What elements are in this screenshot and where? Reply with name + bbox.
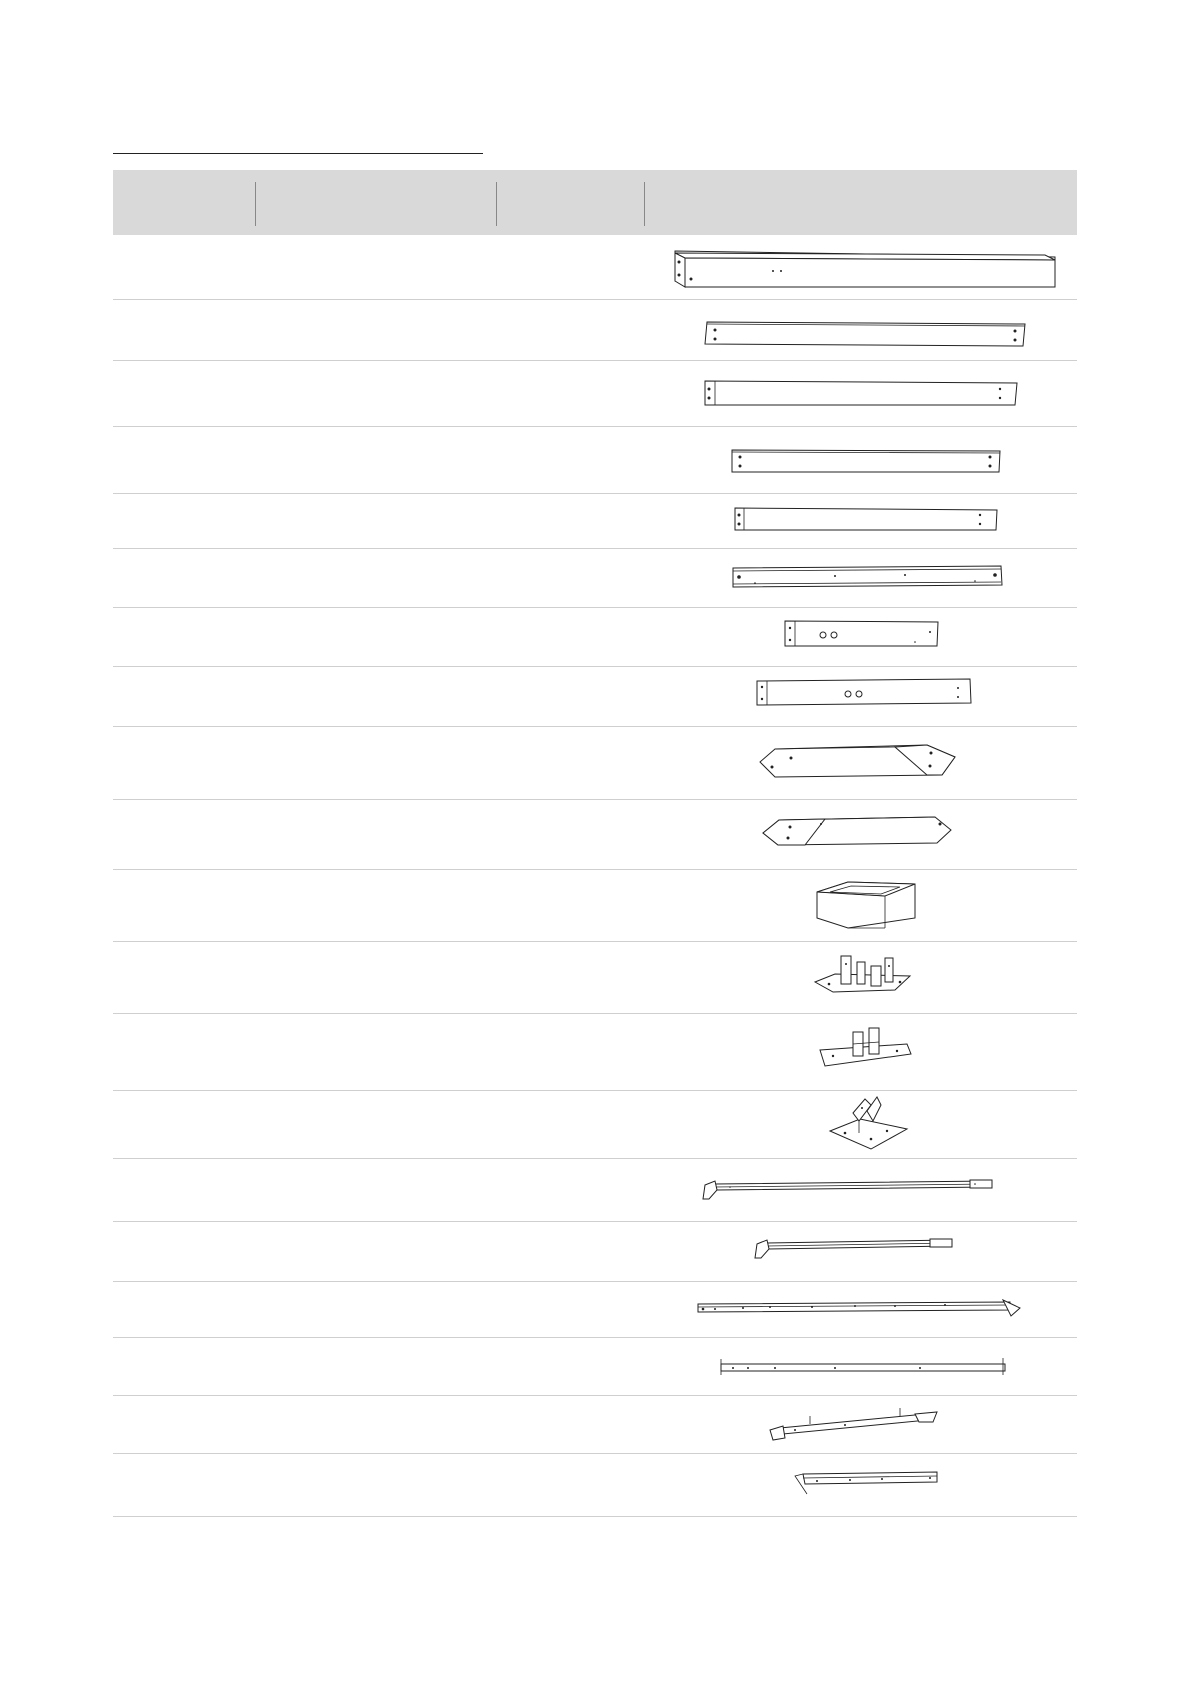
table-row: [113, 1159, 1077, 1222]
part-description-cell: [256, 235, 497, 299]
part-description-cell: [256, 727, 497, 799]
part-number-cell: [113, 549, 256, 607]
end-rail-illustration: [645, 1454, 1077, 1517]
part-quantity-cell: [497, 361, 645, 426]
part-number-cell: [113, 667, 256, 726]
part-quantity-cell: [497, 494, 645, 548]
part-description-cell: [256, 1222, 497, 1281]
part-number-cell: [113, 1338, 256, 1395]
angled-base-bracket-illustration: [645, 1091, 1077, 1159]
part-number-cell: [113, 1454, 256, 1516]
part-quantity-cell: [497, 1091, 645, 1158]
parts-table: [113, 170, 1077, 1517]
part-image-cell: [645, 1222, 1077, 1281]
part-description-cell: [256, 494, 497, 548]
part-image-cell: [645, 870, 1077, 941]
part-image-cell: [645, 549, 1077, 607]
u-bracket-plate-illustration: [645, 1014, 1077, 1091]
part-image-cell: [645, 361, 1077, 426]
part-description-cell: [256, 1282, 497, 1337]
part-number-cell: [113, 494, 256, 548]
part-image-cell: [645, 1282, 1077, 1337]
part-description-cell: [256, 942, 497, 1013]
part-image-cell: [645, 1338, 1077, 1395]
table-header: [113, 170, 1077, 235]
table-row: [113, 1454, 1077, 1517]
part-quantity-cell: [497, 800, 645, 869]
part-number-cell: [113, 608, 256, 666]
table-row: [113, 361, 1077, 427]
louver-rail-illustration: [645, 1282, 1077, 1338]
table-row: [113, 800, 1077, 870]
part-number-cell: [113, 1091, 256, 1158]
part-image-cell: [645, 800, 1077, 869]
medium-beam-end-cap-illustration: [645, 494, 1077, 549]
part-image-cell: [645, 235, 1077, 299]
part-number-cell: [113, 800, 256, 869]
part-image-cell: [645, 1014, 1077, 1090]
part-description-cell: [256, 667, 497, 726]
part-image-cell: [645, 727, 1077, 799]
part-quantity-cell: [497, 870, 645, 941]
part-number-cell: [113, 427, 256, 493]
part-image-cell: [645, 300, 1077, 360]
header-cell-2: [256, 170, 497, 235]
table-row: [113, 549, 1077, 608]
part-quantity-cell: [497, 1338, 645, 1395]
table-row: [113, 727, 1077, 800]
part-description-cell: [256, 1091, 497, 1158]
long-beam-end-cap-illustration: [645, 361, 1077, 427]
part-number-cell: [113, 1014, 256, 1090]
part-quantity-cell: [497, 608, 645, 666]
header-cell-1: [113, 170, 256, 235]
part-description-cell: [256, 1014, 497, 1090]
part-number-cell: [113, 942, 256, 1013]
part-image-cell: [645, 667, 1077, 726]
flat-rail-illustration: [645, 1338, 1077, 1396]
part-quantity-cell: [497, 1282, 645, 1337]
table-row: [113, 494, 1077, 549]
double-bracket-plate-illustration: [645, 942, 1077, 1014]
part-number-cell: [113, 870, 256, 941]
part-quantity-cell: [497, 667, 645, 726]
part-number-cell: [113, 727, 256, 799]
part-quantity-cell: [497, 549, 645, 607]
part-description-cell: [256, 549, 497, 607]
table-row: [113, 300, 1077, 361]
part-description-cell: [256, 1159, 497, 1221]
gutter-rail-long-illustration: [645, 1159, 1077, 1222]
table-row: [113, 608, 1077, 667]
square-post-illustration: [645, 235, 1077, 300]
part-number-cell: [113, 300, 256, 360]
part-quantity-cell: [497, 300, 645, 360]
part-description-cell: [256, 800, 497, 869]
part-quantity-cell: [497, 727, 645, 799]
table-row: [113, 1222, 1077, 1282]
part-image-cell: [645, 1396, 1077, 1453]
table-row: [113, 1338, 1077, 1396]
brace-right-illustration: [645, 727, 1077, 800]
part-number-cell: [113, 361, 256, 426]
part-description-cell: [256, 361, 497, 426]
part-quantity-cell: [497, 1159, 645, 1221]
part-quantity-cell: [497, 1396, 645, 1453]
table-row: [113, 667, 1077, 727]
part-image-cell: [645, 1159, 1077, 1221]
table-row: [113, 1091, 1077, 1159]
part-description-cell: [256, 1454, 497, 1516]
part-quantity-cell: [497, 942, 645, 1013]
short-beam-holes-illustration: [645, 608, 1077, 667]
part-description-cell: [256, 608, 497, 666]
part-image-cell: [645, 942, 1077, 1013]
gutter-rail-short-illustration: [645, 1222, 1077, 1282]
part-description-cell: [256, 427, 497, 493]
part-number-cell: [113, 1159, 256, 1221]
part-quantity-cell: [497, 1222, 645, 1281]
medium-beam-illustration: [645, 427, 1077, 494]
table-row: [113, 942, 1077, 1014]
table-row: [113, 870, 1077, 942]
part-description-cell: [256, 300, 497, 360]
table-row: [113, 427, 1077, 494]
part-description-cell: [256, 1338, 497, 1395]
header-separator: [255, 182, 256, 226]
long-beam-illustration: [645, 300, 1077, 361]
header-separator: [644, 182, 645, 226]
part-number-cell: [113, 235, 256, 299]
part-number-cell: [113, 1282, 256, 1337]
title-underline: [113, 153, 483, 154]
brace-left-illustration: [645, 800, 1077, 870]
part-quantity-cell: [497, 1454, 645, 1516]
part-quantity-cell: [497, 427, 645, 493]
short-beam-holes-2-illustration: [645, 667, 1077, 727]
table-row: [113, 235, 1077, 300]
part-number-cell: [113, 1222, 256, 1281]
table-row: [113, 1282, 1077, 1338]
part-image-cell: [645, 608, 1077, 666]
part-image-cell: [645, 427, 1077, 493]
part-description-cell: [256, 870, 497, 941]
post-sleeve-illustration: [645, 870, 1077, 942]
part-number-cell: [113, 1396, 256, 1453]
part-image-cell: [645, 1454, 1077, 1516]
header-cell-4: [645, 170, 1077, 235]
drive-rail-illustration: [645, 1396, 1077, 1454]
part-image-cell: [645, 494, 1077, 548]
part-description-cell: [256, 1396, 497, 1453]
part-image-cell: [645, 1091, 1077, 1158]
table-row: [113, 1014, 1077, 1091]
channel-beam-illustration: [645, 549, 1077, 608]
part-quantity-cell: [497, 1014, 645, 1090]
part-quantity-cell: [497, 235, 645, 299]
table-row: [113, 1396, 1077, 1454]
header-separator: [496, 182, 497, 226]
header-cell-3: [497, 170, 645, 235]
